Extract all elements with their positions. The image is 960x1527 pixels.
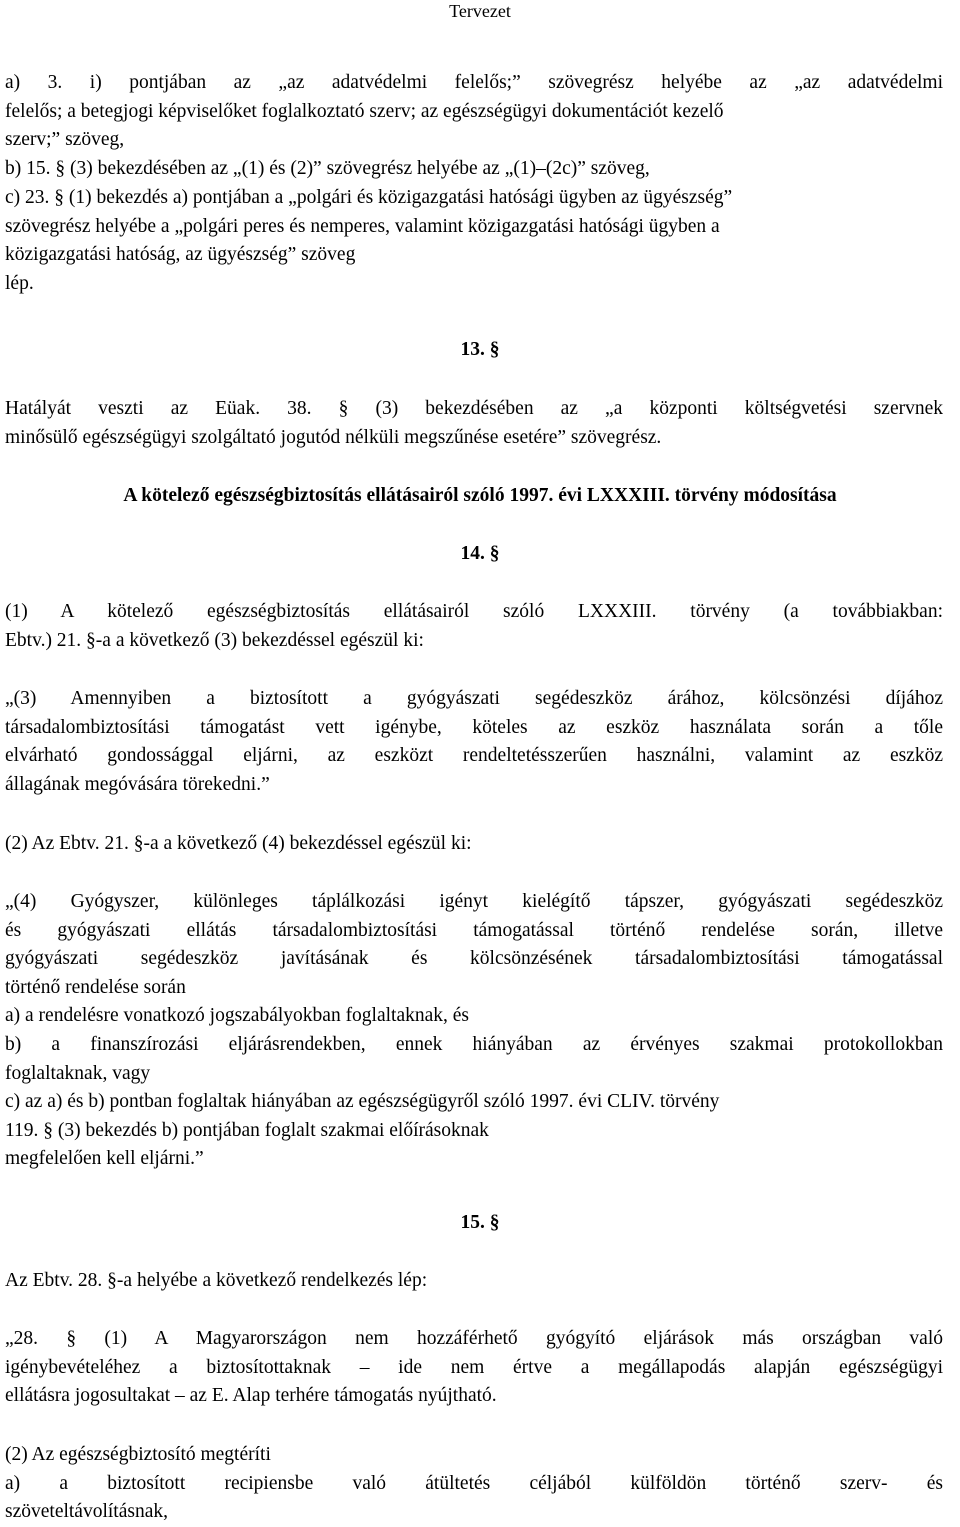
section-title: A kötelező egészségbiztosítás ellátásairól szóló 1997. évi LXXXIII. törvény módosítása [123, 485, 837, 506]
text-line: felelős; a betegjogi képviselőket foglalkoztató szerv; az egészségügyi dokumentációt kezelő [5, 100, 724, 122]
text-line: (2) Az Ebtv. 21. §-a a következő (4) bekezdéssel egészül ki: [5, 833, 472, 854]
text-line: történő rendelése során [5, 976, 186, 998]
section-14-para-2 [5, 830, 943, 859]
text-line: „(4) Gyógyszer, különleges táplálkozási igényt kielégítő tápszer, gyógyászati segédeszköz [5, 891, 943, 912]
paragraph-a3 [5, 69, 943, 155]
text-line: társadalombiztosítási támogatást vett igénybe, köteles az eszköz használata során a tőle [5, 716, 943, 738]
section-13-text [5, 395, 943, 452]
text-line: (1) A kötelező egészségbiztosítás ellátásairól szóló LXXXIII. törvény (a továbbiakban: [5, 601, 943, 622]
text-line: „28. § (1) A Magyarországon nem hozzáférhető gyógyító eljárások más országban való [5, 1328, 943, 1349]
text-line: foglaltaknak, vagy [5, 1062, 151, 1084]
section-14-heading: 14. § [460, 543, 500, 564]
section-15-para-2 [5, 1441, 943, 1527]
text-line: állagának megóvására törekedni.” [5, 773, 270, 795]
text-line: (2) Az egészségbiztosító megtéríti [5, 1444, 271, 1465]
text-line: és gyógyászati ellátás társadalombiztosítási támogatással történő rendelése során, illetve [5, 919, 943, 941]
text-line: minősülő egészségügyi szolgáltató jogutód nélküli megszűnése esetére” szövegrész. [5, 426, 662, 448]
paragraph-c23 [5, 184, 943, 298]
text-line: c) az a) és b) pontban foglaltak hiányában az egészségügyről szóló 1997. évi CLIV. törvény [5, 1091, 720, 1113]
text-line: a) a rendelésre vonatkozó jogszabályokban foglaltaknak, és [5, 1005, 470, 1027]
text-line: b) 15. § (3) bekezdésében az „(1) és (2)” szövegrész helyébe az „(1)–(2c)” szöveg, [5, 158, 650, 179]
text-line: „(3) Amennyiben a biztosított a gyógyászati segédeszköz árához, kölcsönzési díjához [5, 688, 943, 709]
section-15-quote [5, 1325, 943, 1411]
section-15-para-1 [5, 1267, 943, 1296]
section-14-quote-1 [5, 685, 943, 799]
text-line: szerv;” szöveg, [5, 129, 125, 151]
text-line: a) a biztosított recipiensbe való átültetés céljából külföldön történő szerv- és [5, 1472, 943, 1494]
text-line: szöveteltávolításnak, [5, 1501, 168, 1523]
text-line: b) a finanszírozási eljárásrendekben, ennek hiányában az érvényes szakmai protokollokban [5, 1033, 943, 1055]
text-line: szövegrész helyébe a „polgári peres és nemperes, valamint közigazgatási hatósági ügyben a [5, 215, 720, 237]
paragraph-b15 [5, 155, 943, 184]
text-line: Ebtv.) 21. §-a a következő (3) bekezdéssel egészül ki: [5, 629, 424, 651]
section-15-heading: 15. § [460, 1212, 500, 1233]
text-line: lép. [5, 272, 34, 294]
section-14-para-1 [5, 598, 943, 655]
text-line: Az Ebtv. 28. §-a helyébe a következő rendelkezés lép: [5, 1270, 428, 1291]
text-line: elvárható gondossággal eljárni, az eszközt rendeltetésszerűen használni, valamint az eszköz [5, 745, 943, 767]
text-line: c) 23. § (1) bekezdés a) pontjában a „polgári és közigazgatási hatósági ügyben az ügyészség” [5, 187, 733, 208]
text-line: 119. § (3) bekezdés b) pontjában foglalt szakmai előírásoknak [5, 1119, 489, 1141]
text-line: gyógyászati segédeszköz javításának és kölcsönzésének társadalombiztosítási támogatással [5, 948, 943, 970]
text-line: a) 3. i) pontjában az „az adatvédelmi felelős;” szövegrész helyébe az „az adatvédelmi [5, 72, 943, 93]
text-line: közigazgatási hatóság, az ügyészség” szöveg [5, 244, 356, 266]
text-line: ellátásra jogosultakat – az E. Alap terhére támogatás nyújtható. [5, 1385, 497, 1407]
text-line: megfelelően kell eljárni.” [5, 1148, 204, 1170]
section-14-quote-2 [5, 888, 943, 1174]
text-line: igénybevételéhez a biztosítottaknak – ide nem értve a megállapodás alapján egészségügyi [5, 1356, 943, 1378]
page-header: Tervezet [449, 1, 511, 21]
text-line: Hatályát veszti az Eüak. 38. § (3) bekezdésében az „a központi költségvetési szervnek [5, 398, 943, 419]
section-13-heading: 13. § [460, 339, 500, 360]
